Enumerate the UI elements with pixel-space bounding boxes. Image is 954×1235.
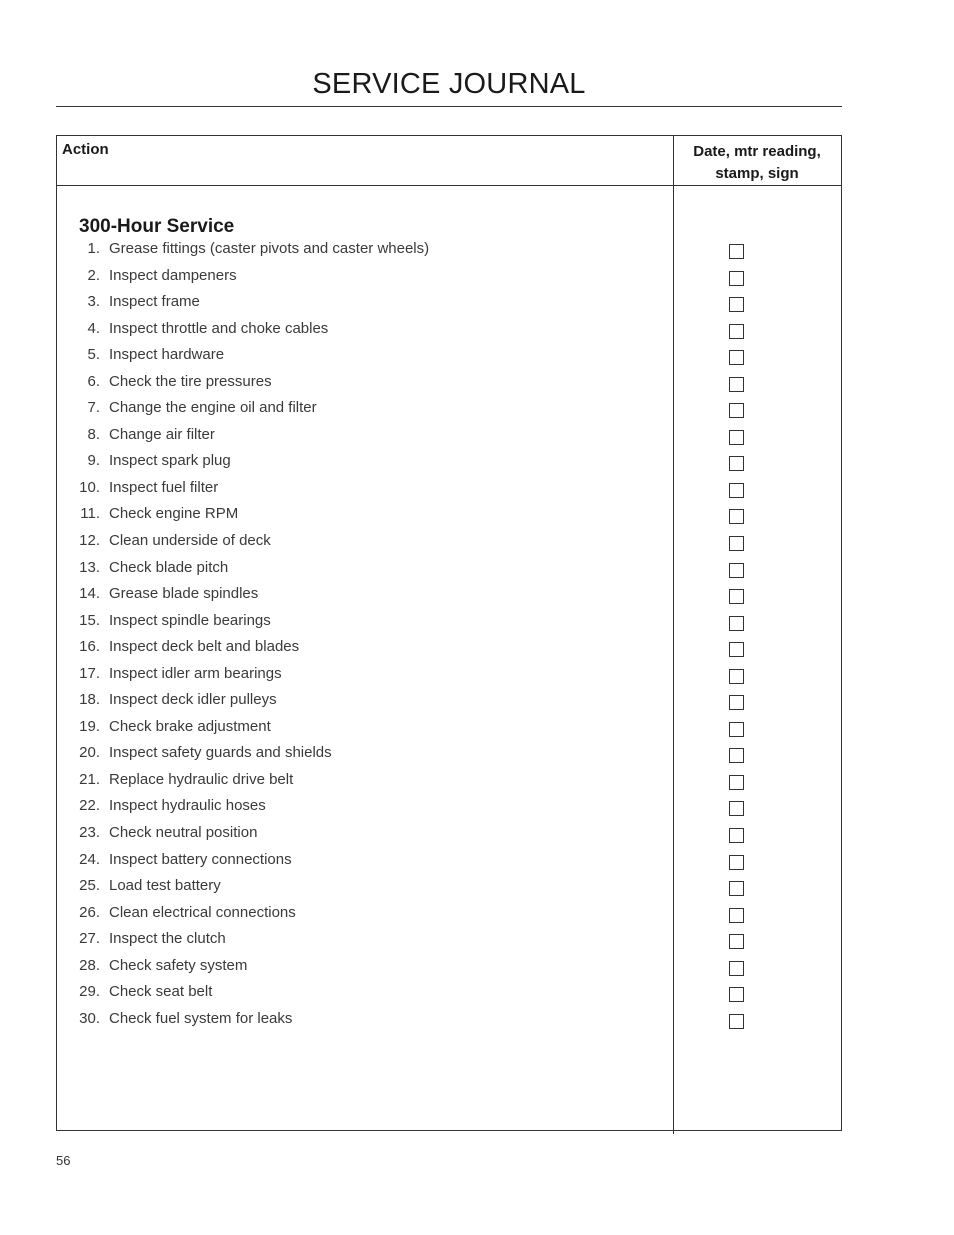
list-item [57, 1009, 841, 1036]
item-number: 7. [87, 399, 100, 417]
item-number: 8. [87, 425, 100, 443]
item-number: 3. [87, 293, 100, 311]
list-item [57, 504, 841, 531]
checkbox[interactable] [729, 1014, 744, 1029]
checkbox[interactable] [729, 536, 744, 551]
list-item [57, 903, 841, 930]
item-number: 12. [79, 532, 100, 550]
item-number: 5. [87, 346, 100, 364]
item-label: Inspect hydraulic hoses [109, 797, 266, 815]
item-number: 13. [79, 558, 100, 576]
item-number: 30. [79, 1009, 100, 1027]
item-label: Load test battery [109, 877, 221, 895]
item-label: Grease fittings (caster pivots and caster wheels) [109, 240, 430, 257]
list-item [57, 982, 841, 1009]
list-item [57, 690, 841, 717]
list-item [57, 345, 841, 372]
item-label: Inspect spark plug [109, 452, 231, 470]
service-journal-table [56, 135, 842, 1131]
checkbox[interactable] [729, 589, 744, 604]
checkbox[interactable] [729, 722, 744, 737]
item-number: 19. [79, 717, 100, 735]
item-number: 6. [87, 372, 100, 390]
item-label: Check engine RPM [109, 505, 239, 523]
list-item [57, 956, 841, 983]
item-label: Inspect deck belt and blades [109, 638, 300, 656]
item-label: Change air filter [109, 425, 215, 443]
item-number: 18. [79, 691, 100, 709]
list-item [57, 319, 841, 346]
title-divider [56, 106, 842, 107]
item-number: 9. [87, 452, 100, 470]
checkbox[interactable] [729, 642, 744, 657]
item-number: 21. [79, 770, 100, 788]
checkbox[interactable] [729, 908, 744, 923]
checkbox[interactable] [729, 748, 744, 763]
header-action: Action [62, 141, 109, 158]
list-item [57, 876, 841, 903]
table-header-row [57, 136, 841, 186]
item-label: Change the engine oil and filter [109, 399, 317, 417]
checkbox[interactable] [729, 483, 744, 498]
item-label: Inspect dampeners [109, 266, 237, 284]
item-number: 10. [79, 478, 100, 496]
list-item [57, 743, 841, 770]
item-label: Inspect battery connections [109, 850, 292, 868]
checkbox[interactable] [729, 801, 744, 816]
item-number: 20. [79, 744, 100, 762]
checkbox[interactable] [729, 961, 744, 976]
item-label: Clean electrical connections [109, 903, 296, 921]
checkbox[interactable] [729, 987, 744, 1002]
list-item [57, 372, 841, 399]
item-number: 24. [79, 850, 100, 868]
checkbox[interactable] [729, 244, 744, 259]
list-item [57, 637, 841, 664]
checkbox[interactable] [729, 881, 744, 896]
item-label: Check seat belt [109, 983, 213, 1001]
list-item [57, 664, 841, 691]
list-item [57, 398, 841, 425]
header-date-stamp: Date, mtr reading, stamp, sign [693, 143, 821, 182]
item-label: Check fuel system for leaks [109, 1009, 293, 1027]
item-label: Inspect spindle bearings [109, 611, 271, 629]
page-number: 56 [56, 1153, 71, 1168]
checkbox[interactable] [729, 563, 744, 578]
checkbox[interactable] [729, 377, 744, 392]
list-item [57, 451, 841, 478]
list-item [57, 266, 841, 293]
checkbox[interactable] [729, 350, 744, 365]
item-number: 25. [79, 877, 100, 895]
list-item [57, 239, 841, 266]
list-item [57, 770, 841, 797]
list-item [57, 611, 841, 638]
item-label: Check blade pitch [109, 558, 229, 576]
item-label: Replace hydraulic drive belt [109, 770, 294, 788]
item-number: 23. [79, 824, 100, 842]
section-title: 300-Hour Service [79, 216, 235, 237]
item-number: 2. [87, 266, 100, 284]
item-label: Inspect frame [109, 293, 200, 311]
item-label: Inspect the clutch [109, 930, 226, 948]
list-item [57, 558, 841, 585]
item-number: 28. [79, 956, 100, 974]
checkbox[interactable] [729, 403, 744, 418]
checkbox[interactable] [729, 324, 744, 339]
item-number: 26. [79, 903, 100, 921]
service-item-list [57, 239, 841, 1035]
item-number: 29. [79, 983, 100, 1001]
item-label: Check safety system [109, 956, 248, 974]
checkbox[interactable] [729, 430, 744, 445]
list-item [57, 796, 841, 823]
item-label: Inspect idler arm bearings [109, 664, 282, 682]
list-item [57, 850, 841, 877]
list-item [57, 823, 841, 850]
item-number: 11. [80, 505, 100, 523]
checkbox[interactable] [729, 855, 744, 870]
checkbox[interactable] [729, 695, 744, 710]
page-title: SERVICE JOURNAL [312, 68, 586, 100]
item-number: 1. [87, 240, 100, 257]
checkbox[interactable] [729, 271, 744, 286]
checkbox[interactable] [729, 297, 744, 312]
item-label: Grease blade spindles [109, 585, 259, 603]
item-label: Check brake adjustment [109, 717, 271, 735]
checkbox[interactable] [729, 509, 744, 524]
checkbox[interactable] [729, 934, 744, 949]
item-label: Check neutral position [109, 824, 258, 842]
item-label: Inspect safety guards and shields [109, 744, 332, 762]
item-number: 17. [79, 664, 100, 682]
item-number: 22. [79, 797, 100, 815]
checkbox[interactable] [729, 828, 744, 843]
checkbox[interactable] [729, 616, 744, 631]
item-number: 15. [79, 611, 100, 629]
item-label: Clean underside of deck [109, 532, 271, 550]
list-item [57, 478, 841, 505]
item-label: Inspect throttle and choke cables [109, 319, 329, 337]
checkbox[interactable] [729, 669, 744, 684]
checkbox[interactable] [729, 775, 744, 790]
item-label: Check the tire pressures [109, 372, 272, 390]
item-number: 27. [79, 930, 100, 948]
item-label: Inspect deck idler pulleys [109, 691, 277, 709]
list-item [57, 584, 841, 611]
item-label: Inspect fuel filter [109, 478, 219, 496]
list-item [57, 531, 841, 558]
item-number: 14. [79, 585, 100, 603]
list-item [57, 717, 841, 744]
item-label: Inspect hardware [109, 346, 225, 364]
list-item [57, 292, 841, 319]
list-item [57, 425, 841, 452]
item-number: 16. [79, 638, 100, 656]
item-number: 4. [87, 319, 100, 337]
list-item [57, 929, 841, 956]
checkbox[interactable] [729, 456, 744, 471]
